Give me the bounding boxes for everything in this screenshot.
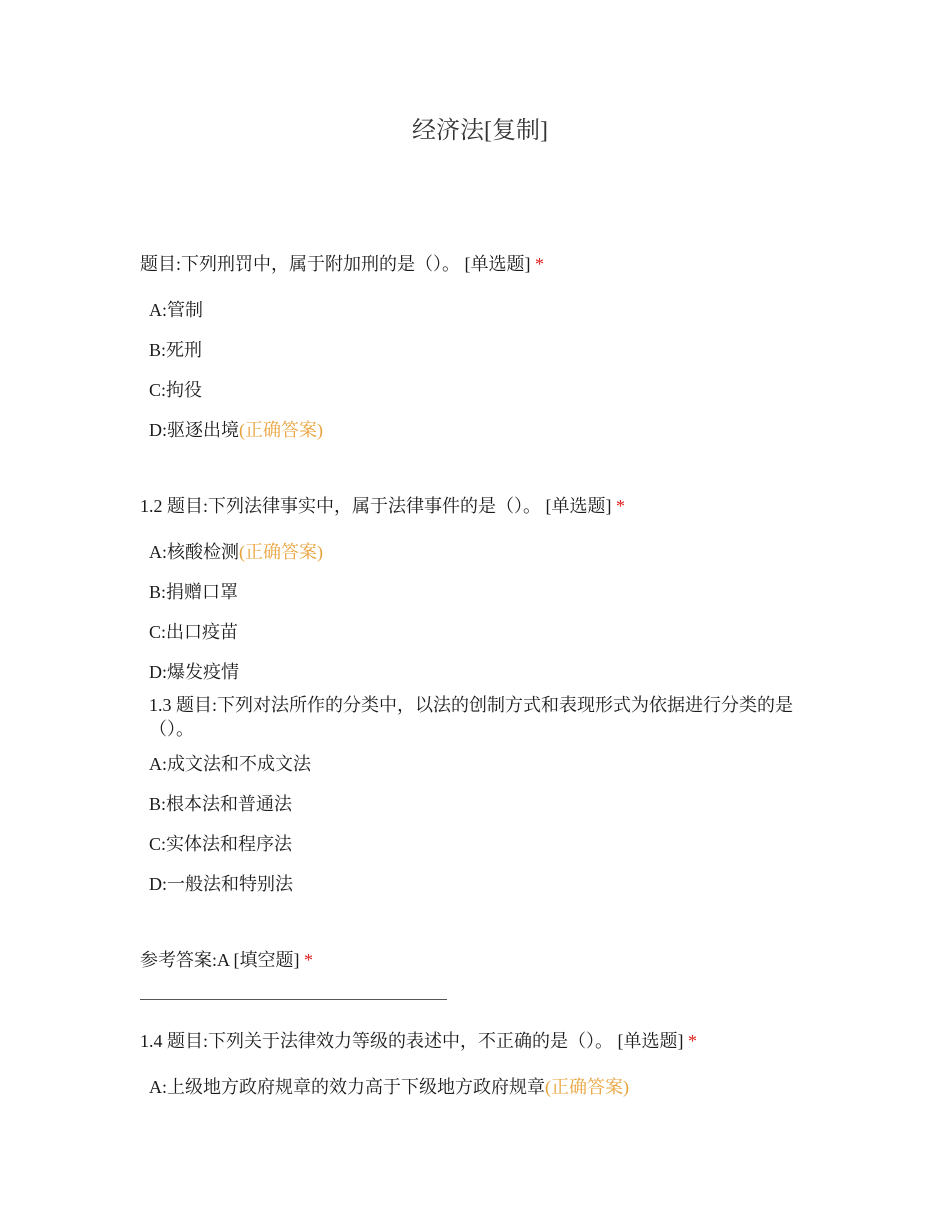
option-2a[interactable] xyxy=(149,540,323,564)
fill-in-question xyxy=(140,948,313,972)
option-1b[interactable] xyxy=(149,338,202,362)
question-3-prompt: 1.3 题目:下列对法所作的分类中，以法的创制方式和表现形式为依据进行分类的是（）。 xyxy=(149,695,793,739)
required-star: * xyxy=(535,254,544,274)
option-4a[interactable] xyxy=(149,1075,629,1099)
required-star: * xyxy=(688,1031,697,1051)
option-2b[interactable] xyxy=(149,580,238,604)
correct-answer-tag: (正确答案) xyxy=(239,542,323,562)
option-label: A:上级地方政府规章的效力高于下级地方政府规章 xyxy=(149,1077,545,1097)
question-2 xyxy=(140,494,625,518)
option-2c[interactable] xyxy=(149,620,238,644)
question-2-prompt: 1.2 题目:下列法律事实中，属于法律事件的是（）。 xyxy=(140,496,541,516)
question-2-type: [单选题] xyxy=(545,496,612,516)
required-star: * xyxy=(616,496,625,516)
option-label: D:一般法和特别法 xyxy=(149,874,293,894)
required-star: * xyxy=(304,950,314,970)
option-1c[interactable] xyxy=(149,378,202,402)
question-1-prompt: 题目:下列刑罚中，属于附加刑的是（）。 xyxy=(140,254,460,274)
option-label: D:爆发疫情 xyxy=(149,662,239,682)
question-4-type: [单选题] xyxy=(617,1031,684,1051)
option-1a[interactable] xyxy=(149,298,203,322)
option-3a[interactable] xyxy=(149,752,311,776)
option-label: C:拘役 xyxy=(149,380,203,400)
option-3d[interactable] xyxy=(149,872,293,896)
page-title: 经济法[复制] xyxy=(412,118,548,144)
question-1-type: [单选题] xyxy=(464,254,531,274)
option-label: B:根本法和普通法 xyxy=(149,794,293,814)
question-4 xyxy=(140,1029,697,1053)
option-3c[interactable] xyxy=(149,832,292,856)
question-4-prompt: 1.4 题目:下列关于法律效力等级的表述中，不正确的是（）。 xyxy=(140,1031,613,1051)
fill-in-prompt: 参考答案:A xyxy=(140,950,230,970)
option-label: A:成文法和不成文法 xyxy=(149,754,311,774)
correct-answer-tag: (正确答案) xyxy=(545,1077,629,1097)
option-label: D:驱逐出境 xyxy=(149,420,239,440)
correct-answer-tag: (正确答案) xyxy=(239,420,323,440)
option-1d[interactable] xyxy=(149,418,323,442)
fill-in-type: [填空题] xyxy=(233,950,300,970)
option-label: A:管制 xyxy=(149,300,203,320)
option-label: A:核酸检测 xyxy=(149,542,239,562)
option-3b[interactable] xyxy=(149,792,292,816)
option-2d[interactable] xyxy=(149,660,239,684)
question-1 xyxy=(140,252,544,276)
option-label: C:实体法和程序法 xyxy=(149,834,293,854)
option-label: C:出口疫苗 xyxy=(149,622,239,642)
option-label: B:死刑 xyxy=(149,340,203,360)
option-label: B:捐赠口罩 xyxy=(149,582,239,602)
fill-in-blank[interactable] xyxy=(140,999,447,1000)
